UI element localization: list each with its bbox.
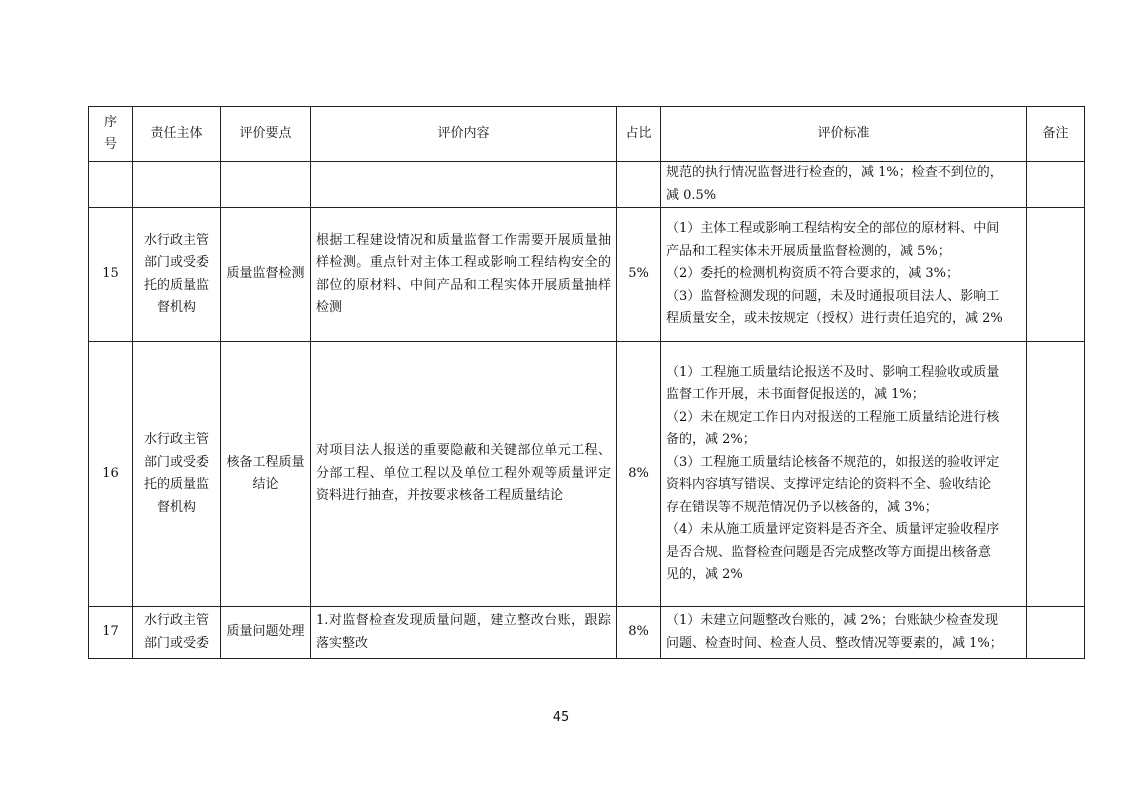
cell-standard: [661, 208, 1027, 342]
table-row: [89, 208, 1085, 342]
standard-line: 减 0.5%: [666, 187, 717, 203]
standard-line: （4）未从施工质量评定资料是否齐全、质量评定验收程序: [666, 522, 1000, 537]
standard-line: （3）工程施工质量结论核备不规范的，如报送的验收评定: [666, 454, 1000, 470]
header-remarks: 备注: [1027, 107, 1085, 162]
cell-subject: 水行政主管部门或受委: [133, 607, 221, 659]
page-number: 45: [552, 710, 570, 725]
header-subject: 责任主体: [133, 107, 221, 162]
cell-ratio: [617, 162, 661, 208]
table-body: [89, 162, 1085, 659]
cell-no: 17: [89, 607, 133, 659]
cell-standard: [661, 342, 1027, 607]
cell-points: 质量监督检测: [221, 208, 311, 342]
cell-ratio: 8%: [617, 342, 661, 607]
table-row: [89, 607, 1085, 659]
cell-remarks: [1027, 162, 1085, 208]
cell-standard: [661, 162, 1027, 208]
header-row: [89, 107, 1085, 162]
cell-remarks: [1027, 607, 1085, 659]
header-ratio: 占比: [617, 107, 661, 162]
cell-remarks: [1027, 208, 1085, 342]
table-row: [89, 342, 1085, 607]
cell-content: 1.对监督检查发现质量问题，建立整改台账，跟踪落实整改: [311, 607, 617, 659]
header-no-line2: 号: [103, 137, 117, 152]
cell-ratio: 8%: [617, 607, 661, 659]
standard-line: （1）主体工程或影响工程结构安全的部位的原材料、中间: [666, 221, 1000, 237]
standard-line: 见的，减 2%: [666, 567, 743, 582]
cell-subject: 水行政主管部门或受委托的质量监督机构: [133, 342, 221, 607]
standard-line: （1）工程施工质量结论报送不及时、影响工程验收或质量: [666, 364, 1000, 380]
standard-line: 产品和工程实体未开展质量监督检测的，减 5%；: [666, 243, 951, 259]
standard-line: 规范的执行情况监督进行检查的，减 1%；检查不到位的，: [666, 165, 1003, 180]
header-content: 评价内容: [311, 107, 617, 162]
header-points: 评价要点: [221, 107, 311, 162]
cell-no: [89, 162, 133, 208]
standard-line: 问题、检查时间、检查人员、整改情况等要素的，减 1%；: [666, 635, 1003, 651]
standard-line: 资料内容填写错误、支撑评定结论的资料不全、验收结论: [666, 477, 992, 492]
cell-content: [311, 162, 617, 208]
standard-line: 是否合规、监督检查问题是否完成整改等方面提出核备意: [666, 544, 992, 560]
header-no-line1: 序: [103, 114, 117, 130]
standard-line: （1）未建立问题整改台账的，减 2%；台账缺少检查发现: [666, 613, 999, 628]
cell-points: 核备工程质量结论: [221, 342, 311, 607]
standard-line: 程质量安全，或未按规定（授权）进行责任追究的，减 2%: [666, 311, 1003, 327]
cell-no: 16: [89, 342, 133, 607]
cell-no: 15: [89, 208, 133, 342]
cell-subject: [133, 162, 221, 208]
cell-points: [221, 162, 311, 208]
standard-line: （3）监督检测发现的问题，未及时通报项目法人、影响工: [666, 288, 1000, 304]
standard-line: 监督工作开展，未书面督促报送的，减 1%；: [666, 387, 925, 402]
cell-points: 质量问题处理: [221, 607, 311, 659]
header-standard: 评价标准: [661, 107, 1027, 162]
cell-ratio: 5%: [617, 208, 661, 342]
standard-line: 备的，减 2%；: [666, 432, 756, 447]
cell-subject: 水行政主管部门或受委托的质量监督机构: [133, 208, 221, 342]
standard-line: 存在错误等不规范情况仍予以核备的，减 3%；: [666, 499, 938, 515]
cell-content: 根据工程建设情况和质量监督工作需要开展质量抽样检测。重点针对主体工程或影响工程结构安全的部位的原材料、中间产品和工程实体开展质量抽样检测: [311, 208, 617, 342]
table-row: [89, 162, 1085, 208]
evaluation-table: [88, 106, 1085, 659]
cell-standard: [661, 607, 1027, 659]
standard-line: （2）未在规定工作日内对报送的工程施工质量结论进行核: [666, 409, 1000, 425]
header-no: [89, 107, 133, 162]
cell-content: 对项目法人报送的重要隐蔽和关键部位单元工程、分部工程、单位工程以及单位工程外观等质量评定资料进行抽查，并按要求核备工程质量结论: [311, 342, 617, 607]
cell-remarks: [1027, 342, 1085, 607]
standard-line: （2）委托的检测机构资质不符合要求的，减 3%；: [666, 266, 960, 282]
